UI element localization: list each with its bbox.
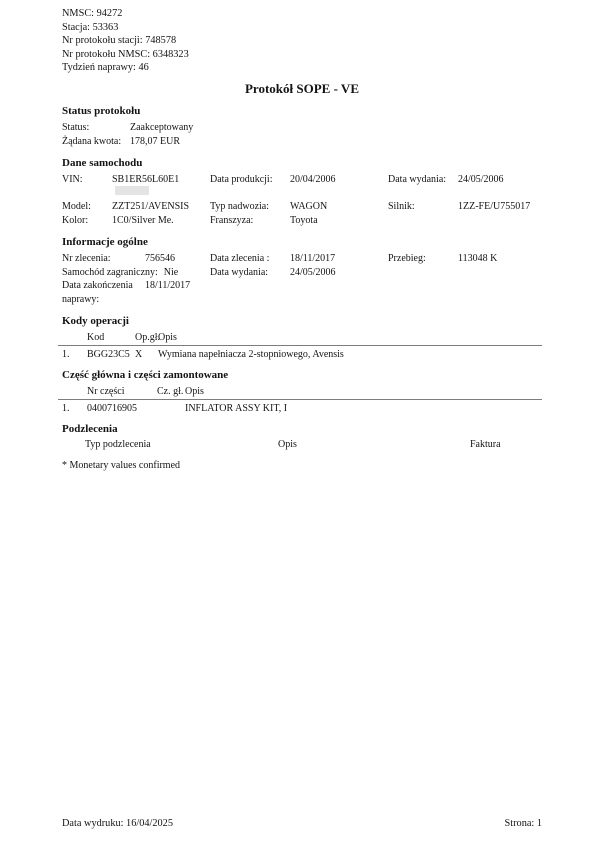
repair-end-date-label: Data zakończenia naprawy: [62, 280, 133, 306]
operations-table-header [58, 331, 542, 346]
subcontracts-table-header [62, 439, 542, 451]
section-heading-parts: Część główna i części zamontowane [62, 368, 229, 381]
page-number: Strona: 1 [504, 818, 542, 829]
release-date-value: 24/05/2006 [290, 266, 336, 278]
section-heading-info: Informacje ogólne [62, 235, 148, 248]
order-number-label: Nr zlecenia: [62, 252, 111, 264]
parts-table-header [58, 385, 542, 400]
franchise-label: Franszyza: [210, 214, 254, 226]
status-row [62, 121, 542, 149]
section-heading-operations: Kody operacji [62, 314, 129, 327]
foreign-car-pair [62, 266, 210, 280]
issue-date-value: 24/05/2006 [458, 173, 504, 185]
foreign-car-value: Nie [163, 266, 179, 278]
production-date-label: Data produkcji: [210, 173, 273, 185]
meta-line-stacja: Stacja: 53363 [62, 21, 119, 33]
section-heading-subcontracts: Podzlecenia [62, 422, 118, 435]
part-row-number: 1. [62, 402, 70, 414]
monetary-note: * Monetary values confirmed [62, 459, 181, 471]
operations-col-opgl: Op.gł. [135, 331, 160, 343]
subcontracts-col-typ: Typ podzlecenia [85, 438, 151, 450]
meta-line-protokol-stacji: Nr protokołu stacji: 748578 [62, 35, 177, 47]
operations-table-row [62, 346, 542, 361]
car-data-grid [62, 173, 542, 228]
part-description: INFLATOR ASSY KIT, I [185, 402, 288, 414]
order-date-label: Data zlecenia : [210, 252, 270, 264]
status-label: Status: [62, 121, 90, 133]
vin-redaction-box [115, 186, 149, 195]
production-date-value: 20/04/2006 [290, 173, 336, 185]
release-date-label: Data wydania: [210, 266, 269, 278]
body-type-label: Typ nadwozia: [210, 201, 270, 213]
operation-code: BGG23C5 [87, 348, 130, 360]
operation-row-number: 1. [62, 348, 70, 360]
vin-value [112, 173, 210, 201]
amount-label: Żądana kwota: [62, 135, 122, 147]
general-info-grid [62, 252, 542, 307]
subcontracts-col-opis: Opis [278, 438, 297, 450]
mileage-value: 113048 K [458, 252, 498, 264]
parts-col-czgl: Cz. gł. [157, 385, 184, 397]
section-heading-status: Status protokołu [62, 104, 141, 117]
color-label: Kolor: [62, 214, 89, 226]
repair-end-date-value: 18/11/2017 [145, 280, 191, 292]
order-date-value: 18/11/2017 [290, 252, 336, 264]
vin-label: VIN: [62, 173, 83, 185]
meta-line-protokol-nmsc: Nr protokołu NMSC: 6348323 [62, 48, 189, 60]
parts-table-row [62, 400, 542, 415]
meta-line-nmsc: NMSC: 94272 [62, 8, 123, 19]
part-main-flag [157, 402, 185, 415]
mileage-label: Przebieg: [388, 252, 426, 264]
operations-col-opis: Opis [158, 331, 177, 343]
parts-col-opis: Opis [185, 385, 204, 397]
franchise-value: Toyota [290, 214, 318, 226]
foreign-car-label: Samochód zagraniczny: [62, 266, 158, 278]
order-number-value: 756546 [145, 252, 175, 264]
print-date: Data wydruku: 16/04/2025 [62, 818, 173, 829]
section-heading-car: Dane samochodu [62, 156, 143, 169]
operation-main-flag: X [135, 348, 143, 360]
model-label: Model: [62, 201, 91, 213]
page-footer [62, 818, 542, 830]
operation-description: Wymiana napełniacza 2-stopniowego, Avensis [158, 348, 344, 360]
engine-value: 1ZZ-FE/U755017 [458, 201, 531, 213]
amount-value: 178,07 EUR [130, 135, 180, 147]
body-type-value: WAGON [290, 201, 328, 213]
engine-label: Silnik: [388, 201, 415, 213]
color-value: 1C0/Silver Me. [112, 214, 174, 226]
operations-col-kod: Kod [87, 331, 105, 343]
parts-col-nr: Nr części [87, 385, 125, 397]
part-number: 0400716905 [87, 402, 137, 414]
page-title: Protokół SOPE - VE [244, 80, 359, 96]
subcontracts-col-faktura: Faktura [470, 438, 501, 450]
model-value: ZZT251/AVENSIS [112, 201, 190, 213]
document-meta [62, 7, 542, 75]
vin-text: SB1ER56L60E1 [112, 173, 180, 185]
meta-line-tydzien: Tydzień naprawy: 46 [62, 62, 149, 74]
status-value: Zaakceptowany [130, 121, 194, 133]
issue-date-label: Data wydania: [388, 173, 447, 185]
